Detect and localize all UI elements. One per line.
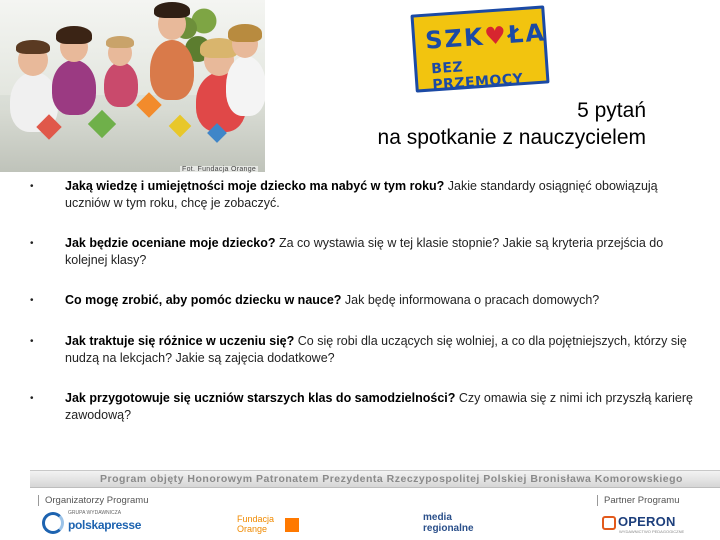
organizers-label: Organizatorzy Programu: [38, 495, 148, 506]
photo-child: [150, 40, 194, 100]
operon-logo: OPERON WYDAWNICTWO PEDAGOGICZNE: [602, 508, 682, 538]
question-bold: Jak przygotowuje się uczniów starszych klas do samodzielności?: [65, 391, 456, 405]
photo-child-hair: [106, 36, 134, 48]
list-item: [28, 292, 599, 309]
question-text: Za co wystawia się w tej klasie stopnie? Jakie są kryteria przejścia do kolejnej klasy?: [65, 236, 664, 267]
photo-child: [104, 62, 138, 107]
list-item: [28, 390, 698, 424]
photo-child: [52, 60, 96, 115]
partner-label: Partner Programu: [597, 495, 680, 506]
question-bold: Jak będzie oceniane moje dziecko?: [65, 236, 276, 250]
orange-square-icon: [285, 518, 299, 532]
bullet: •: [30, 238, 34, 249]
photo-child-hair: [228, 24, 262, 42]
question-text: Czy omawia się z nimi ich przyszłą karierę zawodową?: [65, 391, 693, 422]
question-text: Jakie standardy osiągnięć obowiązują uczniów w tym roku, chcę je zobaczyć.: [65, 179, 658, 210]
list-item: [28, 333, 698, 367]
logo-line1: SZK♥ŁA: [424, 18, 547, 55]
operon-mark-icon: [602, 516, 616, 530]
polskapresse-mark-icon: [42, 512, 64, 534]
fundacja-orange-logo: Fundacja Orange: [237, 508, 299, 538]
question-bold: Jak traktuje się różnice w uczeniu się?: [65, 334, 295, 348]
patronage-text: Program objęty Honorowym Patronatem Prezydenta Rzeczypospolitej Polskiej Bronisława Komorowskiego: [100, 473, 683, 485]
list-item: [28, 178, 698, 212]
title-line1: 5 pytań: [577, 99, 646, 122]
list-item: [28, 235, 698, 269]
bullet: •: [30, 295, 34, 306]
question-bold: Co mogę zrobić, aby pomóc dziecku w nauce?: [65, 293, 342, 307]
page-title: [378, 97, 646, 151]
photo-child-hair: [154, 2, 190, 18]
question-text: Jak będę informowana o pracach domowych?: [341, 293, 600, 307]
polskapresse-logo: GRUPA WYDAWNICZA polskapresse: [42, 508, 122, 538]
heart-icon: ♥: [483, 21, 509, 51]
title-line2: na spotkanie z nauczycielem: [377, 126, 646, 149]
question-text: Co się robi dla uczących się wolniej, a co dla pojętniejszych, którzy się nudzą na lekcjach? Jakie są zajęcia dodatkowe?: [65, 334, 687, 365]
photo-child-hair: [16, 40, 50, 54]
bullet: •: [30, 336, 34, 347]
logo-line2: BEZ PRZEMOCY: [430, 59, 524, 94]
bullet: •: [30, 393, 34, 404]
patronage-banner: [30, 470, 720, 488]
photo-child-hair: [56, 26, 92, 44]
photo-credit: Fot. Fundacja Orange: [182, 166, 257, 173]
bullet: •: [30, 181, 34, 192]
szkola-bez-przemocy-logo: [410, 5, 549, 92]
header-photo: [0, 0, 265, 172]
question-bold: Jaką wiedzę i umiejętności moje dziecko ma nabyć w tym roku?: [65, 179, 445, 193]
photo-child: [226, 56, 265, 116]
media-regionalne-logo: media regionalne: [423, 512, 474, 534]
